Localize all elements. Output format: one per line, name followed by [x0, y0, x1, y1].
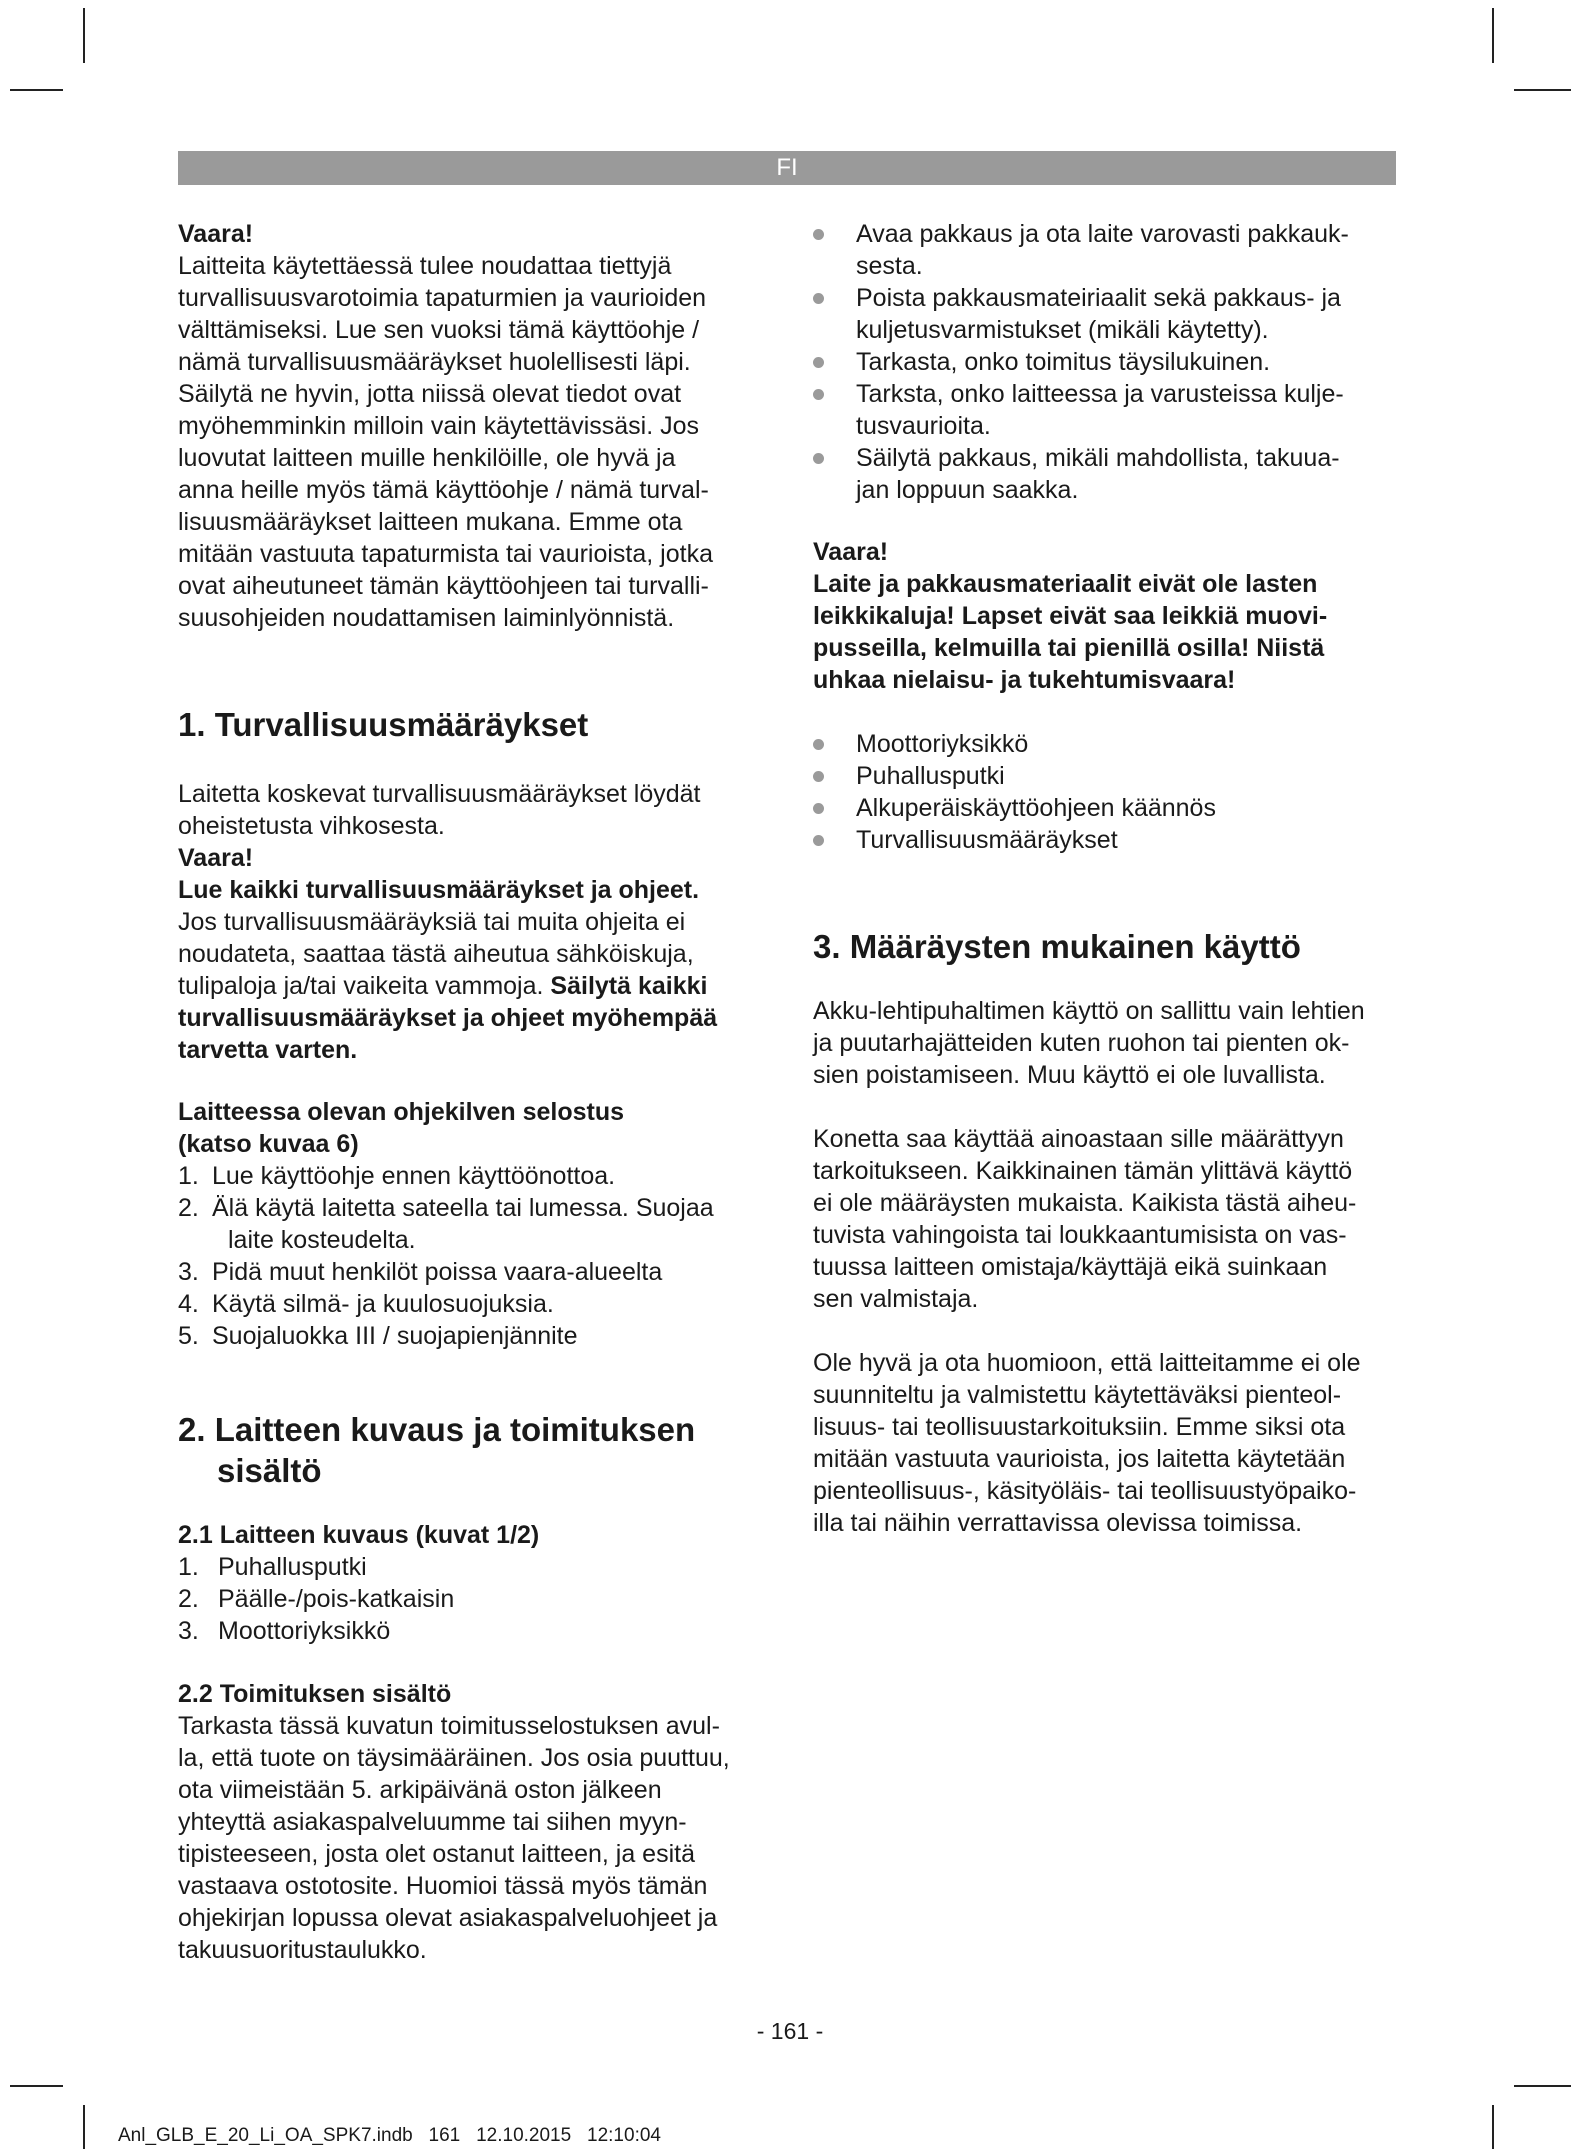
bullet-icon	[813, 453, 824, 464]
list-number: 4.	[178, 1290, 199, 1318]
text-line: lisuus- tai teollisuustarkoituksiin. Emme siksi ota	[813, 1413, 1346, 1441]
bullet-icon	[813, 739, 824, 750]
contents-list	[813, 728, 1413, 856]
list-item	[178, 1615, 770, 1647]
list-item: Säilytä pakkaus, mikäli mahdollista, takuua- jan loppuun saakka.	[813, 442, 1413, 506]
section-3-heading: 3. Määräysten mukainen käyttö	[813, 928, 1301, 965]
text-line: pusseilla, kelmuilla tai pienillä osilla! Niistä	[813, 634, 1325, 662]
text-line: ja puutarhajätteiden kuten ruohon tai pienten ok-	[813, 1029, 1350, 1057]
bullet-icon	[813, 357, 824, 368]
subheading: Laitteessa olevan ohjekilven selostus	[178, 1098, 625, 1126]
list-item: Poista pakkausmateiriaalit sekä pakkaus- ja kuljetusvarmistukset (mikäli käytetty).	[813, 282, 1413, 346]
text-line: Laitetta koskevat turvallisuusmääräykset löydät	[178, 780, 701, 808]
text-line: mitään vastuuta tapaturmista tai vaurioista, jotka	[178, 540, 713, 568]
list-item	[178, 1320, 770, 1352]
text-line: anna heille myös tämä käyttöohje / nämä turval-	[178, 476, 709, 504]
text-line: suusohjeiden noudattamisen laiminlyönnistä.	[178, 604, 675, 632]
warning-title: Vaara!	[178, 844, 254, 872]
bold-span: Säilytä kaikki	[550, 972, 708, 1000]
text-line: suunniteltu ja valmistettu käytettäväksi pienteol-	[813, 1381, 1342, 1409]
text-line: sen valmistaja.	[813, 1285, 979, 1313]
list-text: Pidä muut henkilöt poissa vaara-alueelta	[212, 1258, 663, 1286]
warning-title: Vaara!	[178, 220, 254, 248]
text-line: turvallisuusmääräykset ja ohjeet myöhempää	[178, 1004, 718, 1032]
list-number: 3.	[178, 1258, 199, 1286]
section-1-body	[178, 778, 770, 1066]
text-line: lisuusmääräykset laitteen mukana. Emme ota	[178, 508, 683, 536]
list-text: Päälle-/pois-katkaisin	[218, 1585, 455, 1613]
text-line: vastaava ostotosite. Huomioi tässä myös tämän	[178, 1872, 708, 1900]
heading-line: sisältö	[217, 1452, 322, 1489]
list-item: Avaa pakkaus ja ota laite varovasti pakkauk- sesta.	[813, 218, 1413, 282]
list-item: Puhallusputki	[813, 760, 1413, 792]
text-line: tarkoitukseen. Kaikkinainen tämän ylittävä käyttö	[813, 1157, 1353, 1185]
list-item	[178, 1160, 770, 1192]
list-number: 2.	[178, 1585, 199, 1613]
heading-line: 2. Laitteen kuvaus ja toimituksen	[178, 1411, 696, 1448]
subheading: (katso kuvaa 6)	[178, 1130, 359, 1158]
bullet-icon	[813, 835, 824, 846]
text-span: tulipaloja ja/tai vaikeita vammoja.	[178, 972, 544, 1000]
text-line: pienteollisuus-, käsityöläis- tai teollisuustyöpaiko-	[813, 1477, 1357, 1505]
bullet-icon	[813, 293, 824, 304]
text-line: takuusuoritustaulukko.	[178, 1936, 427, 1964]
text-line: oheistetusta vihkosesta.	[178, 812, 445, 840]
bullet-icon	[813, 229, 824, 240]
text-line: luovutat laitteen muille henkilöille, ole hyvä ja	[178, 444, 676, 472]
list-item	[178, 1192, 770, 1224]
text-line: Akku-lehtipuhaltimen käyttö on sallittu vain lehtien	[813, 997, 1365, 1025]
bullet-icon	[813, 803, 824, 814]
text-line: Tarkasta tässä kuvatun toimitusselostuksen avul-	[178, 1712, 720, 1740]
list-text: Älä käytä laitetta sateella tai lumessa. Suojaa	[212, 1194, 714, 1222]
text-line: nämä turvallisuusmääräykset huolellisesti läpi.	[178, 348, 691, 376]
list-item: Turvallisuusmääräykset	[813, 824, 1413, 856]
section-3-paragraph-1	[813, 995, 1413, 1091]
text-line: tarvetta varten.	[178, 1036, 358, 1064]
text-line: Laitteita käytettäessä tulee noudattaa tiettyjä	[178, 252, 672, 280]
list-number: 1.	[178, 1162, 199, 1190]
crop-mark	[10, 2085, 63, 2087]
text-line: mitään vastuuta vaurioista, jos laitetta käytetään	[813, 1445, 1346, 1473]
list-number: 5.	[178, 1322, 199, 1350]
section-2-1	[178, 1519, 770, 1647]
bullet-icon	[813, 771, 824, 782]
text-line: sien poistamiseen. Muu käyttö ei ole luvallista.	[813, 1061, 1326, 1089]
crop-mark	[83, 8, 85, 63]
text-line	[178, 970, 770, 1002]
text-line: Ole hyvä ja ota huomioon, että laitteitamme ei ole	[813, 1349, 1361, 1377]
list-item: Tarkasta, onko toimitus täysilukuinen.	[813, 346, 1413, 378]
text-line: uhkaa nielaisu- ja tukehtumisvaara!	[813, 666, 1236, 694]
text-line: tipisteeseen, josta olet ostanut laitteen, ja esitä	[178, 1840, 695, 1868]
subheading: 2.1 Laitteen kuvaus (kuvat 1/2)	[178, 1521, 540, 1549]
list-item	[178, 1551, 770, 1583]
list-text: Lue käyttöohje ennen käyttöönottoa.	[212, 1162, 616, 1190]
subheading: 2.2 Toimituksen sisältö	[178, 1680, 452, 1708]
text-line: yhteyttä asiakaspalveluumme tai siihen myyn-	[178, 1808, 687, 1836]
print-info-footer: Anl_GLB_E_20_Li_OA_SPK7.indb 161 12.10.2015 12:10:04	[118, 2125, 661, 2146]
list-item: Tarksta, onko laitteessa ja varusteissa kulje- tusvaurioita.	[813, 378, 1413, 442]
text-line: Jos turvallisuusmääräyksiä tai muita ohjeita ei	[178, 908, 686, 936]
list-item: Moottoriyksikkö	[813, 728, 1413, 760]
section-1-heading: 1. Turvallisuusmääräykset	[178, 706, 589, 743]
crop-mark	[1514, 89, 1571, 91]
list-number: 3.	[178, 1617, 199, 1645]
crop-mark	[1514, 2085, 1571, 2087]
list-item	[178, 1583, 770, 1615]
crop-mark	[83, 2105, 85, 2149]
bullet-icon	[813, 389, 824, 400]
list-text: Moottoriyksikkö	[218, 1617, 391, 1645]
list-item	[178, 1256, 770, 1288]
list-text-continued: laite kosteudelta.	[228, 1226, 416, 1254]
left-column	[178, 218, 770, 1966]
text-line: turvallisuusvarotoimia tapaturmien ja vaurioiden	[178, 284, 707, 312]
section-3-paragraph-2	[813, 1123, 1413, 1315]
section-2-heading	[178, 1409, 770, 1491]
section-3-paragraph-3	[813, 1347, 1413, 1539]
list-item	[178, 1288, 770, 1320]
text-line: leikkikaluja! Lapset eivät saa leikkiä muovi-	[813, 602, 1328, 630]
text-line: myöhemminkin milloin vain käytettävissäsi. Jos	[178, 412, 700, 440]
language-header-bar	[178, 151, 1396, 185]
list-number: 2.	[178, 1194, 199, 1222]
crop-mark	[1492, 2105, 1494, 2149]
text-line: ovat aiheutuneet tämän käyttöohjeen tai turvalli-	[178, 572, 709, 600]
text-line: illa tai näihin verrattavissa olevissa toimissa.	[813, 1509, 1303, 1537]
text-line: välttämiseksi. Lue sen vuoksi tämä käyttöohje /	[178, 316, 700, 344]
crop-mark	[10, 89, 63, 91]
list-item: Alkuperäiskäyttöohjeen käännös	[813, 792, 1413, 824]
text-line: Laite ja pakkausmateriaalit eivät ole lasten	[813, 570, 1318, 598]
text-line: la, että tuote on täysimääräinen. Jos osia puuttuu,	[178, 1744, 730, 1772]
section-2-2	[178, 1678, 770, 1966]
language-code: FI	[776, 154, 798, 181]
text-line: Säilytä ne hyvin, jotta niissä olevat tiedot ovat	[178, 380, 682, 408]
right-column	[813, 218, 1413, 1539]
list-number: 1.	[178, 1553, 199, 1581]
sign-description	[178, 1096, 770, 1352]
page-number: - 161 -	[756, 2018, 824, 2044]
list-text: Puhallusputki	[218, 1553, 367, 1581]
unpacking-list	[813, 218, 1413, 506]
text-line: tuussa laitteen omistaja/käyttäjä eikä suinkaan	[813, 1253, 1328, 1281]
text-line: ei ole määräysten mukaista. Kaikista tästä aiheu-	[813, 1189, 1357, 1217]
text-line: ohjekirjan lopussa olevat asiakaspalveluohjeet ja	[178, 1904, 718, 1932]
bold-instruction: Lue kaikki turvallisuusmääräykset ja ohjeet.	[178, 876, 700, 904]
packaging-warning	[813, 536, 1413, 696]
text-line: noudateta, saattaa tästä aiheutua sähköiskuja,	[178, 940, 694, 968]
text-line: ota viimeistään 5. arkipäivänä oston jälkeen	[178, 1776, 662, 1804]
crop-mark	[1492, 8, 1494, 63]
text-line: Konetta saa käyttää ainoastaan sille määrättyyn	[813, 1125, 1344, 1153]
list-text: Suojaluokka III / suojapienjännite	[212, 1322, 578, 1350]
list-text: Käytä silmä- ja kuulosuojuksia.	[212, 1290, 554, 1318]
text-line: tuvista vahingoista tai loukkaantumisista on vas-	[813, 1221, 1347, 1249]
intro-paragraph	[178, 250, 770, 634]
warning-title: Vaara!	[813, 538, 889, 566]
